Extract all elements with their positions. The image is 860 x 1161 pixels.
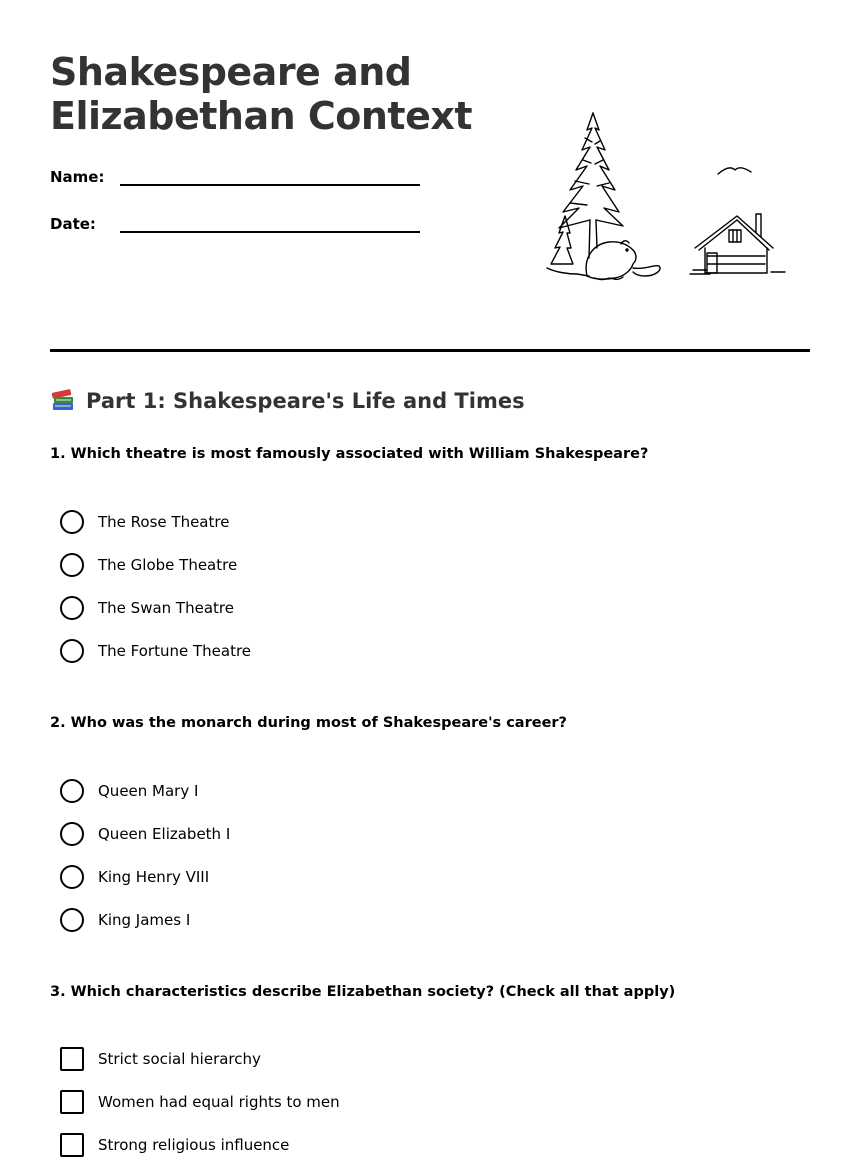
option-label: The Rose Theatre [98, 513, 230, 531]
question-3: 3. Which characteristics describe Elizabethan society? (Check all that apply) [50, 984, 676, 1000]
name-label: Name: [50, 168, 105, 186]
date-input-line[interactable] [120, 213, 420, 233]
worksheet-title [50, 50, 472, 138]
books-icon [50, 388, 76, 414]
checkbox[interactable] [60, 1133, 84, 1157]
option-label: The Swan Theatre [98, 599, 234, 617]
radio-button[interactable] [60, 779, 84, 803]
part-1-title: Part 1: Shakespeare's Life and Times [86, 389, 525, 413]
option-label: Women had equal rights to men [98, 1093, 340, 1111]
q1-option-1[interactable] [60, 509, 229, 535]
title-line-1: Shakespeare and [50, 50, 412, 94]
radio-button[interactable] [60, 639, 84, 663]
radio-button[interactable] [60, 510, 84, 534]
q2-option-1[interactable] [60, 778, 198, 804]
question-2: 2. Who was the monarch during most of Shakespeare's career? [50, 715, 567, 731]
option-label: King James I [98, 911, 191, 929]
tree-beaver-cabin-illustration [545, 108, 795, 283]
radio-button[interactable] [60, 553, 84, 577]
q3-option-2[interactable] [60, 1089, 340, 1115]
option-label: The Globe Theatre [98, 556, 238, 574]
name-field [50, 166, 420, 186]
small-tree-icon [551, 216, 573, 264]
option-label: Queen Elizabeth I [98, 825, 231, 843]
q1-option-4[interactable] [60, 638, 251, 664]
cabin-icon [690, 214, 785, 274]
q1-option-3[interactable] [60, 595, 234, 621]
section-divider [50, 349, 810, 352]
option-label: Queen Mary I [98, 782, 199, 800]
radio-button[interactable] [60, 865, 84, 889]
q2-option-4[interactable] [60, 907, 190, 933]
name-input-line[interactable] [120, 166, 420, 186]
part-1-heading [50, 388, 525, 414]
q3-option-3[interactable] [60, 1132, 289, 1158]
title-line-2: Elizabethan Context [50, 94, 473, 138]
beaver-icon [547, 241, 660, 280]
date-field [50, 213, 420, 233]
pine-tree-icon [559, 113, 623, 258]
question-1: 1. Which theatre is most famously associated with William Shakespeare? [50, 446, 649, 462]
radio-button[interactable] [60, 908, 84, 932]
q2-option-2[interactable] [60, 821, 230, 847]
radio-button[interactable] [60, 596, 84, 620]
option-label: Strong religious influence [98, 1136, 290, 1154]
q1-option-2[interactable] [60, 552, 237, 578]
date-label: Date: [50, 215, 96, 233]
bird-icon [718, 168, 751, 174]
option-label: The Fortune Theatre [98, 642, 252, 660]
q2-option-3[interactable] [60, 864, 209, 890]
q3-option-1[interactable] [60, 1046, 261, 1072]
option-label: Strict social hierarchy [98, 1050, 261, 1068]
checkbox[interactable] [60, 1090, 84, 1114]
checkbox[interactable] [60, 1047, 84, 1071]
radio-button[interactable] [60, 822, 84, 846]
option-label: King Henry VIII [98, 868, 210, 886]
